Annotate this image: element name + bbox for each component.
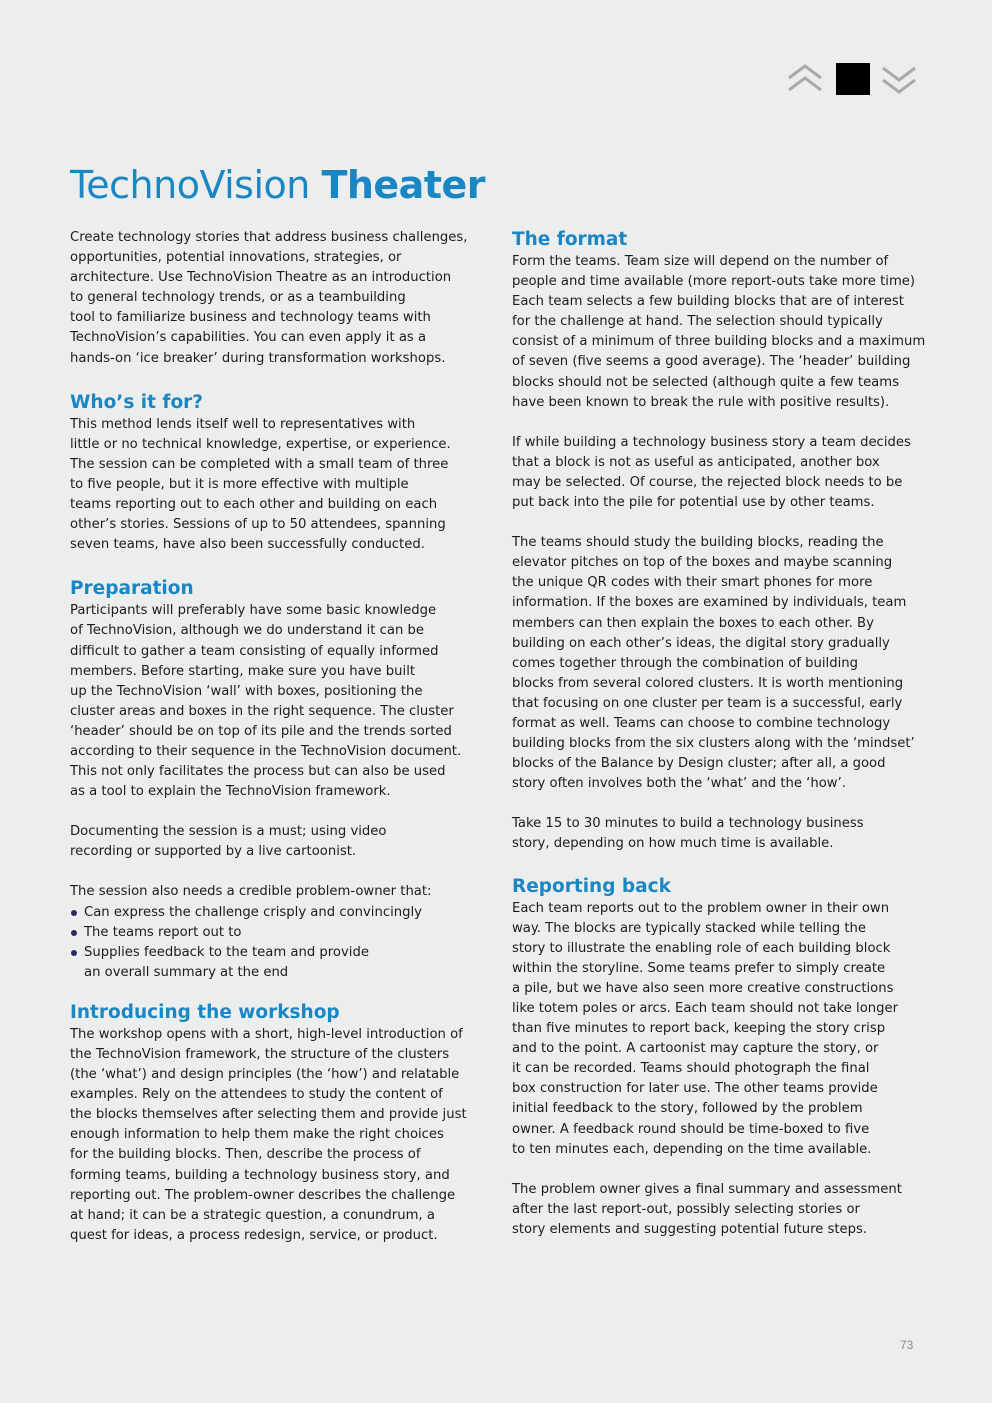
title-bold: Theater bbox=[321, 163, 486, 207]
whos-it-for-paragraph: This method lends itself well to representatives with little or no technical knowledge, expertise, or experience. The session can be completed with a small team of three to five people, but it is more effective with multiple teams reporting out to each other and building on each other’s stories. Sessions of up to 50 attendees, spanning seven teams, have also been successfully conducted. bbox=[70, 416, 451, 553]
bullet-item: The teams report out to bbox=[70, 923, 490, 943]
section-the-format bbox=[512, 228, 932, 855]
preparation-paragraph-1: Participants will preferably have some basic knowledge of TechnoVision, although we do understand it can be difficult to gather a team consisting of equally informed members. Before starting, make sure you have built up the TechnoVision ‘wall’ with boxes, positioning the cluster areas and boxes in the right sequence. The cluster ‘header’ should be on top of its pile and the trends sorted according to their sequence in the TechnoVision document. This not only facilitates the process but can also be used as a tool to explain the TechnoVision framework. bbox=[70, 603, 462, 800]
heading-preparation: Preparation bbox=[70, 578, 194, 600]
section-whos-it-for bbox=[70, 391, 490, 556]
heading-introducing-workshop: Introducing the workshop bbox=[70, 1001, 340, 1023]
heading-reporting-back: Reporting back bbox=[512, 875, 671, 897]
section-introducing-workshop bbox=[70, 1001, 490, 1246]
format-paragraph-3: The teams should study the building blocks, reading the elevator pitches on top of the boxes and maybe scanning the unique QR codes with their smart phones for more information. If the boxes are examined by individuals, team members can then explain the boxes to each other. By building on each other’s ideas, the digital story gradually comes together through the combination of building blocks from several colored clusters. It is worth mentioning that focusing on one cluster per team is a successful, early format as well. Teams can choose to combine technology building blocks from the six clusters along with the ‘mindset’ blocks of the Balance by Design cluster; after all, a good story often involves both the ‘what’ and the ‘how’. bbox=[512, 535, 915, 792]
problem-owner-bullet-list bbox=[70, 903, 490, 983]
preparation-paragraph-2: Documenting the session is a must; using video recording or supported by a live cartoonist. bbox=[70, 824, 387, 860]
introducing-workshop-paragraph: The workshop opens with a short, high-level introduction of the TechnoVision framework, the structure of the clusters (the ‘what’) and design principles (the ‘how’) and relatable examples. Rely on the attendees to study the content of the blocks themselves after selecting them and provide just enough information to help them make the right choices for the building blocks. Then, describe the process of forming teams, building a technology business story, and reporting out. The problem-owner describes the challenge at hand; it can be a strategic question, a conundrum, a quest for ideas, a process redesign, service, or product. bbox=[70, 1026, 467, 1243]
right-column bbox=[512, 228, 932, 1240]
heading-the-format: The format bbox=[512, 229, 628, 250]
bullet-item: Can express the challenge crisply and convincingly bbox=[70, 903, 490, 923]
format-paragraph-1: Form the teams. Team size will depend on the number of people and time available (more report-outs take more time) Each team selects a few building blocks that are of interest for the challenge at hand. The selection should typically consist of a minimum of three building blocks and a maximum of seven (five seems a good average). The ‘header’ building blocks should not be selected (although quite a few teams have been known to break the rule with positive results). bbox=[512, 254, 926, 410]
intro-paragraph: Create technology stories that address business challenges, opportunities, potential innovations, strategies, or architecture. Use TechnoVision Theatre as an introduction to general technology trends, or as a teambuilding tool to familiarize business and technology teams with TechnoVision’s capabilities. You can even apply it as a hands-on ‘ice breaker’ during transformation workshops. bbox=[70, 230, 468, 366]
double-chevron-down-icon[interactable] bbox=[880, 62, 918, 96]
reporting-back-paragraph-1: Each team reports out to the problem owner in their own way. The blocks are typically stacked while telling the story to illustrate the enabling role of each building block within the storyline. Some teams prefer to simply create a pile, but we have also seen more creative constructions like totem poles or arcs. Each team should not take longer than five minutes to report back, keeping the story crisp and to the point. A cartoonist may capture the story, or it can be recorded. Teams should photograph the final box construction for later use. The other teams provide initial feedback to the story, followed by the problem owner. A feedback round should be time-boxed to five to ten minutes each, depending on the time available. bbox=[512, 900, 899, 1157]
format-paragraph-4: Take 15 to 30 minutes to build a technology business story, depending on how much time is available. bbox=[512, 816, 864, 852]
heading-whos-it-for: Who’s it for? bbox=[70, 391, 204, 413]
preparation-paragraph-3: The session also needs a credible problem-owner that: bbox=[70, 884, 432, 900]
title-regular: TechnoVision bbox=[70, 163, 322, 207]
section-preparation bbox=[70, 577, 490, 983]
page-navigation bbox=[786, 62, 920, 96]
current-page-square-icon[interactable] bbox=[836, 63, 870, 95]
bullet-item: Supplies feedback to the team and provide an overall summary at the end bbox=[70, 943, 490, 983]
section-reporting-back bbox=[512, 875, 932, 1241]
page-number: 73 bbox=[900, 1338, 914, 1352]
format-paragraph-2: If while building a technology business story a team decides that a block is not as useful as anticipated, another box may be selected. Of course, the rejected block needs to be put back into the pile for potential use by other teams. bbox=[512, 434, 911, 511]
double-chevron-up-icon[interactable] bbox=[786, 62, 824, 96]
left-column bbox=[70, 228, 490, 1246]
page-title bbox=[70, 163, 485, 207]
reporting-back-paragraph-2: The problem owner gives a final summary and assessment after the last report-out, possibly selecting stories or story elements and suggesting potential future steps. bbox=[512, 1181, 902, 1237]
